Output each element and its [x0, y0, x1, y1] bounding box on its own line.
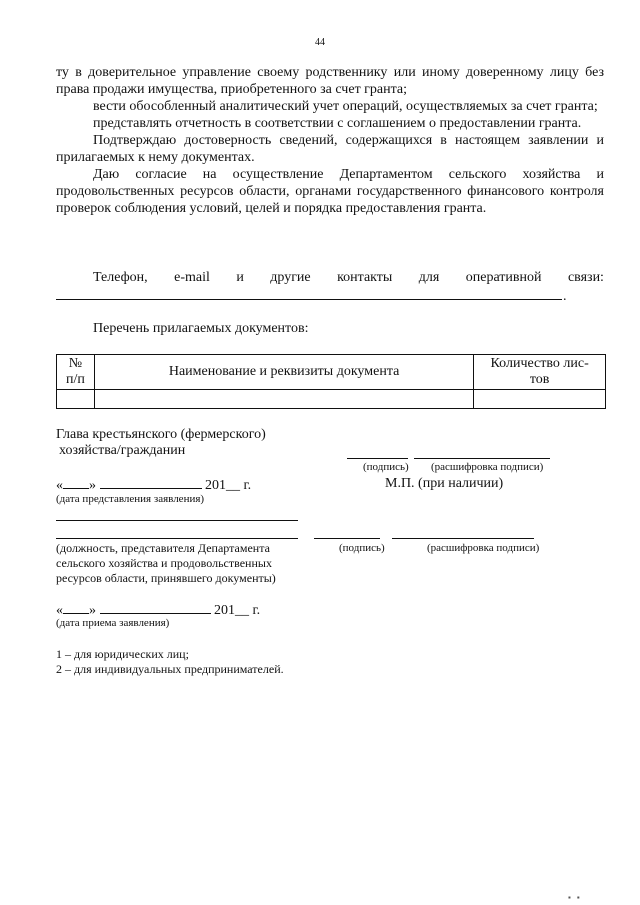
date-month-field[interactable]	[100, 601, 211, 614]
paragraph: Даю согласие на осуществление Департаментом сельского хозяйства и продовольственных ресурсов области, органами государственного финансового контроля проверок соблюдения условий, целей и порядка предоставления гранта.	[56, 167, 604, 216]
applicant-signature-line[interactable]	[347, 458, 408, 459]
caption-line: сельского хозяйства и продовольственных	[56, 556, 272, 570]
contacts-word: другие	[270, 270, 311, 285]
attachments-title: Перечень прилагаемых документов:	[93, 321, 309, 336]
page-number: 44	[315, 37, 325, 48]
applicant-date	[56, 476, 251, 494]
header-text: тов	[529, 372, 550, 387]
applicant-decoding-caption: (расшифровка подписи)	[431, 461, 544, 473]
body-text	[56, 64, 604, 217]
column-sheets-header	[474, 355, 606, 390]
table-cell[interactable]	[94, 390, 473, 409]
header-text: №	[68, 356, 83, 371]
footnote: 2 – для индивидуальных предпринимателей.	[56, 662, 284, 676]
applicant-title-line1: Глава крестьянского (фермерского)	[56, 427, 266, 442]
applicant-title-line2: хозяйства/гражданин	[59, 443, 186, 458]
caption-line: (должность, представителя Департамента	[56, 541, 270, 555]
paragraph: представлять отчетность в соответствии с соглашением о предоставлении гранта.	[93, 116, 582, 131]
department-position-line[interactable]	[56, 520, 298, 521]
header-text: Количество лис-	[490, 356, 589, 371]
column-name-header: Наименование и реквизиты документа	[94, 355, 473, 390]
department-decoding-caption: (расшифровка подписи)	[427, 542, 540, 554]
paragraph: вести обособленный аналитический учет операций, осуществляемых за счет гранта;	[93, 99, 598, 114]
contacts-word: оперативной	[465, 270, 542, 285]
department-position-line[interactable]	[56, 538, 298, 539]
contacts-end: .	[563, 289, 567, 304]
date-month-field[interactable]	[100, 476, 202, 489]
applicant-decoding-line[interactable]	[414, 458, 550, 459]
contacts-word: Телефон,	[93, 270, 148, 285]
table-row	[57, 390, 606, 409]
department-signature-caption: (подпись)	[339, 542, 385, 554]
quote-close: »	[89, 603, 96, 618]
applicant-signature-caption: (подпись)	[363, 461, 409, 473]
department-decoding-line[interactable]	[392, 538, 534, 539]
date-year: 201__ г.	[205, 478, 252, 493]
quote-open: «	[56, 478, 63, 493]
header-text: п/п	[65, 372, 85, 387]
paragraph: ту в доверительное управление своему родственнику или иному доверенному лицу без права продажи имущества, приобретенного за счет гранта;	[56, 65, 604, 97]
scan-artifact: ▪▪	[568, 893, 586, 902]
contacts-label	[93, 270, 604, 286]
table-header-row	[57, 355, 606, 390]
quote-open: «	[56, 603, 63, 618]
paragraph: Подтверждаю достоверность сведений, содержащихся в настоящем заявлении и прилагаемых к нему документах.	[56, 133, 604, 165]
table-cell[interactable]	[57, 390, 95, 409]
attachments-table	[56, 354, 606, 409]
caption-line: ресурсов области, принявшего документы)	[56, 571, 276, 585]
footnote: 1 – для юридических лиц;	[56, 647, 189, 661]
date-day-field[interactable]	[63, 476, 89, 489]
applicant-date-caption: (дата представления заявления)	[56, 493, 205, 505]
contacts-word: для	[418, 270, 440, 285]
column-number-header	[57, 355, 95, 390]
department-caption	[56, 541, 276, 586]
table-cell[interactable]	[474, 390, 606, 409]
quote-close: »	[89, 478, 96, 493]
department-signature-line[interactable]	[314, 538, 380, 539]
department-date-caption: (дата приема заявления)	[56, 617, 170, 629]
stamp-label: М.П. (при наличии)	[385, 476, 504, 491]
date-year: 201__ г.	[214, 603, 261, 618]
contacts-word: контакты	[337, 270, 393, 285]
footnotes	[56, 647, 284, 677]
contacts-word: связи:	[567, 270, 604, 285]
contacts-word: e-mail	[174, 270, 210, 285]
date-day-field[interactable]	[63, 601, 89, 614]
contacts-word: и	[236, 270, 244, 285]
contacts-fill-line[interactable]	[56, 299, 562, 300]
